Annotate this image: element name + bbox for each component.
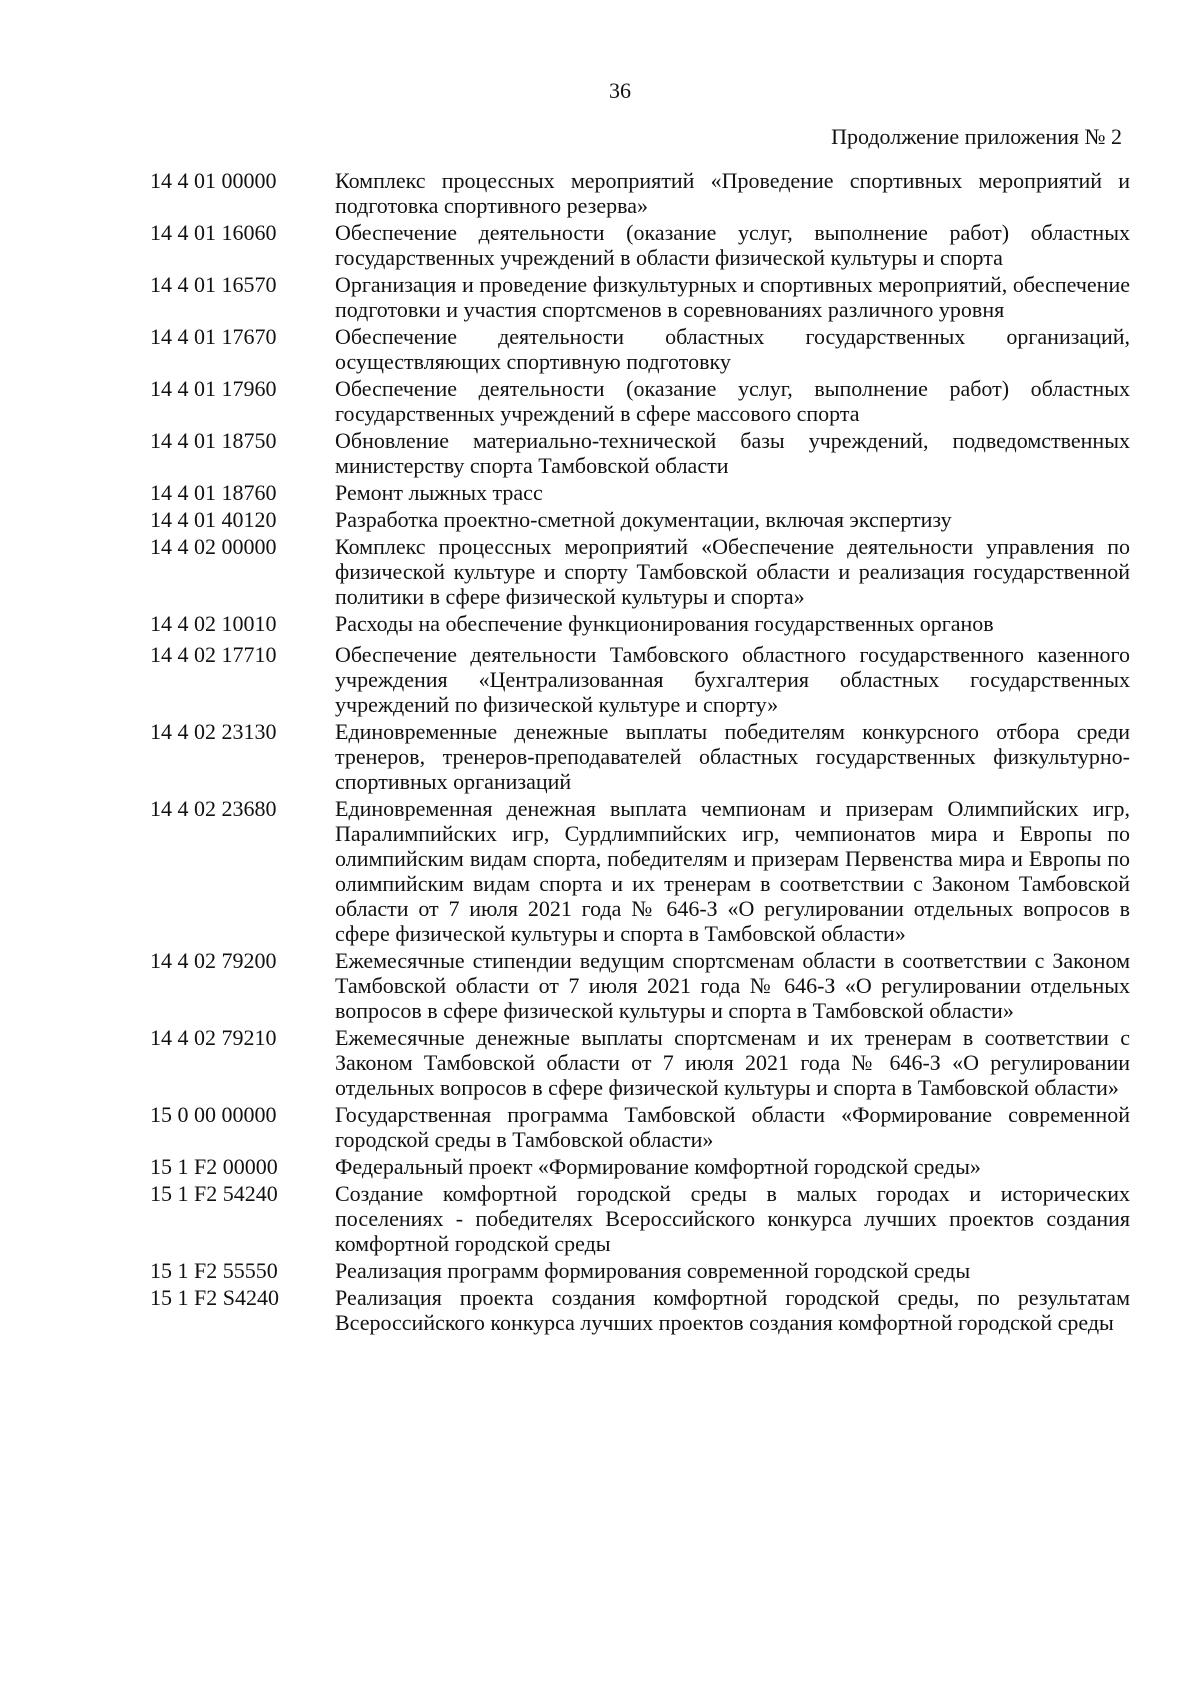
entry-description: Расходы на обеспечение функционирования государственных органов (335, 611, 994, 636)
list-item (150, 428, 1130, 478)
entry-code: 14 4 02 17710 (150, 642, 277, 667)
entry-code: 14 4 01 17670 (150, 324, 277, 349)
entry-code: 15 1 F2 54240 (150, 1181, 278, 1206)
entry-description: Реализация проекта создания комфортной городской среды, по результатам Всероссийского конкурса лучших проектов создания комфортной городской среды (335, 1285, 1130, 1335)
entry-code: 14 4 01 18760 (150, 480, 277, 505)
entry-code: 14 4 02 23130 (150, 719, 277, 744)
entry-code: 15 0 00 00000 (150, 1102, 277, 1127)
entry-description: Организация и проведение физкультурных и спортивных мероприятий, обеспечение подготовки и участия спортсменов в соревнованиях различного уровня (335, 272, 1130, 322)
list-item (150, 1102, 1130, 1152)
entry-description: Единовременная денежная выплата чемпионам и призерам Олимпийских игр, Паралимпийских игр, Сурдлимпийских игр, чемпионатов мира и Европы по олимпийским видам спорта, победителям и призерам Первенства мира и Европы по олимпийским видам спорта и их тренерам в соответствии с Законом Тамбовской области от 7 июля 2021 года № 646-З «О регулировании отдельных вопросов в сфере физической культуры и спорта в Тамбовской области» (335, 796, 1130, 946)
list-item (150, 719, 1130, 794)
appendix-continuation-note: Продолжение приложения № 2 (831, 124, 1122, 149)
list-item (150, 324, 1130, 374)
entry-description: Разработка проектно-сметной документации, включая экспертизу (335, 507, 952, 532)
entry-description: Обеспечение деятельности областных государственных организаций, осуществляющих спортивную подготовку (335, 324, 1130, 374)
entry-code: 15 1 F2 S4240 (150, 1285, 279, 1310)
entry-description: Единовременные денежные выплаты победителям конкурсного отбора среди тренеров, тренеров-преподавателей областных государственных физкультурно-спортивных организаций (335, 719, 1130, 794)
list-item (150, 272, 1130, 322)
entry-code: 14 4 02 23680 (150, 796, 277, 821)
entry-description: Реализация программ формирования современной городской среды (335, 1258, 971, 1283)
entry-description: Обеспечение деятельности (оказание услуг, выполнение работ) областных государственных учреждений в сфере массового спорта (335, 376, 1130, 426)
list-item (150, 480, 1130, 505)
entry-description: Комплекс процессных мероприятий «Обеспечение деятельности управления по физической культуре и спорту Тамбовской области и реализация государственной политики в сфере физической культуры и спорта» (335, 534, 1130, 609)
entry-description: Комплекс процессных мероприятий «Проведение спортивных мероприятий и подготовка спортивного резерва» (335, 168, 1130, 218)
entry-description: Обеспечение деятельности (оказание услуг, выполнение работ) областных государственных учреждений в области физической культуры и спорта (335, 220, 1130, 270)
entry-description: Ежемесячные денежные выплаты спортсменам и их тренерам в соответствии с Законом Тамбовской области от 7 июля 2021 года № 646-З «О регулировании отдельных вопросов в сфере физической культуры и спорта в Тамбовской области» (335, 1025, 1130, 1100)
list-item (150, 642, 1130, 717)
entry-code: 14 4 02 00000 (150, 534, 277, 559)
list-item (150, 1154, 1130, 1179)
list-item (150, 611, 1130, 636)
list-item (150, 1025, 1130, 1100)
list-item (150, 220, 1130, 270)
page-number: 36 (609, 78, 631, 103)
entry-code: 14 4 01 17960 (150, 376, 277, 401)
entry-description: Ежемесячные стипендии ведущим спортсменам области в соответствии с Законом Тамбовской области от 7 июля 2021 года № 646-З «О регулировании отдельных вопросов в сфере физической культуры и спорта в Тамбовской области» (335, 948, 1130, 1023)
list-item (150, 507, 1130, 532)
entry-description: Обновление материально-технической базы учреждений, подведомственных министерству спорта Тамбовской области (335, 428, 1130, 478)
entry-code: 15 1 F2 00000 (150, 1154, 278, 1179)
classification-list (150, 168, 1130, 1337)
list-item (150, 1285, 1130, 1335)
list-item (150, 534, 1130, 609)
list-item (150, 796, 1130, 946)
entry-code: 14 4 01 40120 (150, 507, 277, 532)
list-item (150, 376, 1130, 426)
entry-code: 15 1 F2 55550 (150, 1258, 278, 1283)
entry-code: 14 4 01 16060 (150, 220, 277, 245)
entry-description: Федеральный проект «Формирование комфортной городской среды» (335, 1154, 981, 1179)
entry-code: 14 4 01 16570 (150, 272, 277, 297)
list-item (150, 1258, 1130, 1283)
entry-description: Государственная программа Тамбовской области «Формирование современной городской среды в Тамбовской области» (335, 1102, 1130, 1152)
entry-description: Создание комфортной городской среды в малых городах и исторических поселениях - победителях Всероссийского конкурса лучших проектов создания комфортной городской среды (335, 1181, 1130, 1256)
list-item (150, 1181, 1130, 1256)
entry-description: Обеспечение деятельности Тамбовского областного государственного казенного учреждения «Централизованная бухгалтерия областных государственных учреждений по физической культуре и спорту» (335, 642, 1130, 717)
entry-code: 14 4 02 79210 (150, 1025, 277, 1050)
entry-code: 14 4 01 18750 (150, 428, 277, 453)
entry-code: 14 4 02 10010 (150, 611, 277, 636)
entry-description: Ремонт лыжных трасс (335, 480, 543, 505)
list-item (150, 168, 1130, 218)
entry-code: 14 4 01 00000 (150, 168, 277, 193)
list-item (150, 948, 1130, 1023)
entry-code: 14 4 02 79200 (150, 948, 277, 973)
